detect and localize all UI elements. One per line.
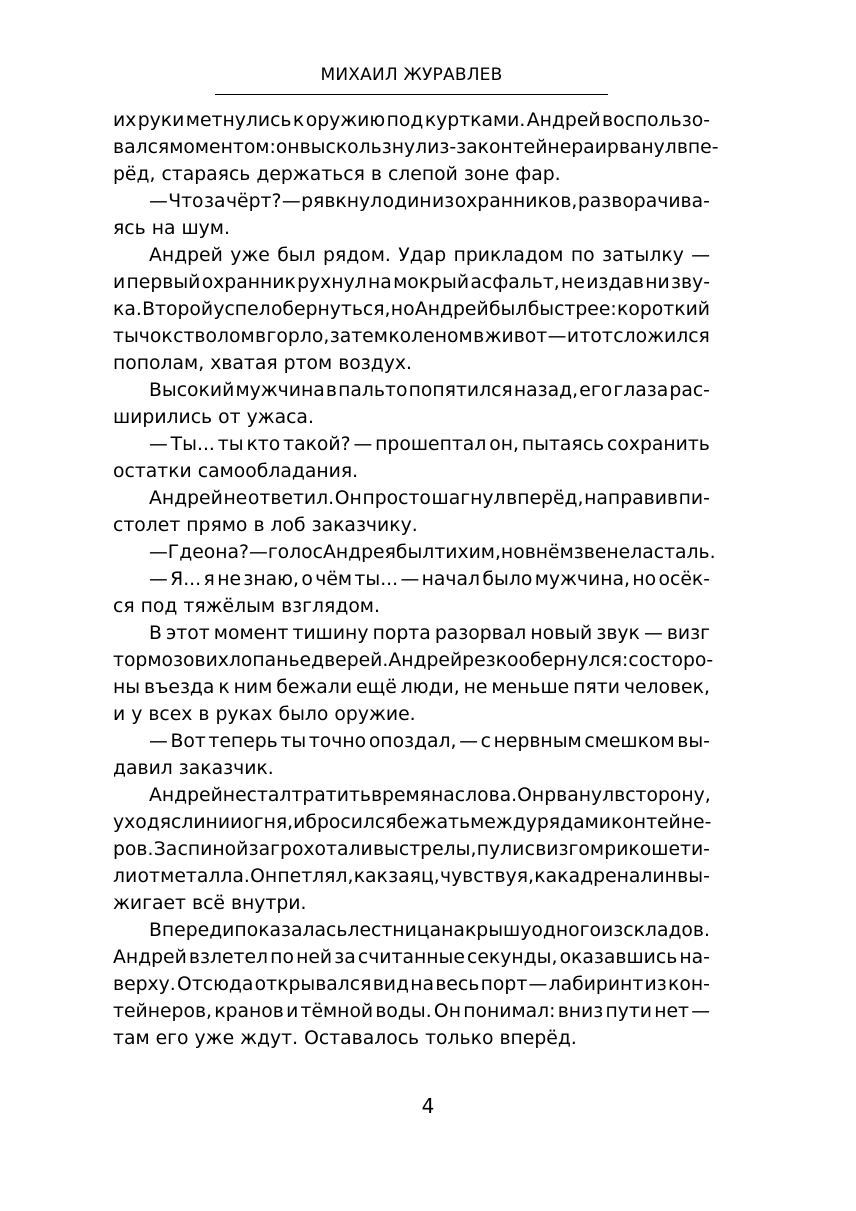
- text-line: Андрей взлетел по ней за считанные секунды, оказавшись на-: [113, 947, 710, 968]
- text-line: и первый охранник рухнул на мокрый асфальт, не издав ни зву-: [113, 272, 710, 293]
- running-header: [215, 64, 608, 95]
- text-line: ны въезда к ним бежали ещё люди, не меньше пяти человек,: [113, 677, 710, 698]
- text-line: ли от металла. Он петлял, как заяц, чувствуя, как адреналин вы-: [113, 866, 710, 887]
- text-line: там его уже ждут. Оставалось только вперёд.: [113, 1028, 577, 1049]
- text-line: тормозов и хлопанье дверей. Андрей резко обернулся: со сторо-: [113, 650, 714, 671]
- text-line: остатки самообладания.: [113, 461, 359, 482]
- text-line: давил заказчик.: [113, 758, 274, 779]
- author-name: МИХАИЛ ЖУРАВЛЕВ: [320, 65, 503, 85]
- text-line: вался моментом: он выскользнул из-за контейнера и рванул впе-: [113, 137, 719, 158]
- text-line: верху. Отсюда открывался вид на весь порт — лабиринт из кон-: [113, 974, 710, 995]
- text-line: пополам, хватая ртом воздух.: [113, 353, 412, 374]
- text-line: — Я... я не знаю, о чём ты... — начал было мужчина, но осёк-: [149, 569, 710, 590]
- text-line: — Ты... ты кто такой? — прошептал он, пытаясь сохранить: [149, 434, 710, 455]
- text-line: тейнеров, кранов и тёмной воды. Он понимал: вниз пути нет —: [113, 1001, 710, 1022]
- text-line: Андрей не ответил. Он просто шагнул вперёд, направив пи-: [149, 488, 710, 509]
- text-line: Высокий мужчина в пальто попятился назад, его глаза рас-: [149, 380, 710, 401]
- text-line: Андрей уже был рядом. Удар прикладом по затылку —: [149, 245, 710, 266]
- text-line: — Что за чёрт? — рявкнул один из охранников, разворачива-: [149, 191, 710, 212]
- text-line: Впереди показалась лестница на крышу одного из складов.: [149, 920, 710, 941]
- text-line: ся под тяжёлым взглядом.: [113, 596, 380, 617]
- text-line: — Вот теперь ты точно опоздал, — с нервным смешком вы-: [149, 731, 710, 752]
- text-line: уходя с линии огня, и бросился бежать между рядами контейне-: [113, 812, 712, 833]
- text-line: Андрей не стал тратить время на слова. Он рванул в сторону,: [149, 785, 711, 806]
- text-line: В этот момент тишину порта разорвал новый звук — визг: [149, 623, 710, 644]
- text-line: столет прямо в лоб заказчику.: [113, 515, 418, 536]
- text-line: — Где она? — голос Андрея был тихим, но в нём звенела сталь.: [149, 542, 716, 563]
- text-line: ясь на шум.: [113, 218, 230, 239]
- body-text: [113, 107, 719, 1052]
- page-number: 4: [421, 1094, 435, 1118]
- text-line: рёд, стараясь держаться в слепой зоне фар.: [113, 164, 561, 185]
- text-line: жигает всё внутри.: [113, 893, 307, 914]
- text-line: ка. Второй успел обернуться, но Андрей был быстрее: короткий: [113, 299, 710, 320]
- text-line: тычок стволом в горло, затем коленом в живот — и тот сложился: [113, 326, 710, 347]
- text-line: ширились от ужаса.: [113, 407, 314, 428]
- text-line: ров. За спиной загрохотали выстрелы, пули с визгом рикошети-: [113, 839, 710, 860]
- text-line: и у всех в руках было оружие.: [113, 704, 416, 725]
- text-line: их руки метнулись к оружию под куртками. Андрей воспользо-: [113, 110, 710, 131]
